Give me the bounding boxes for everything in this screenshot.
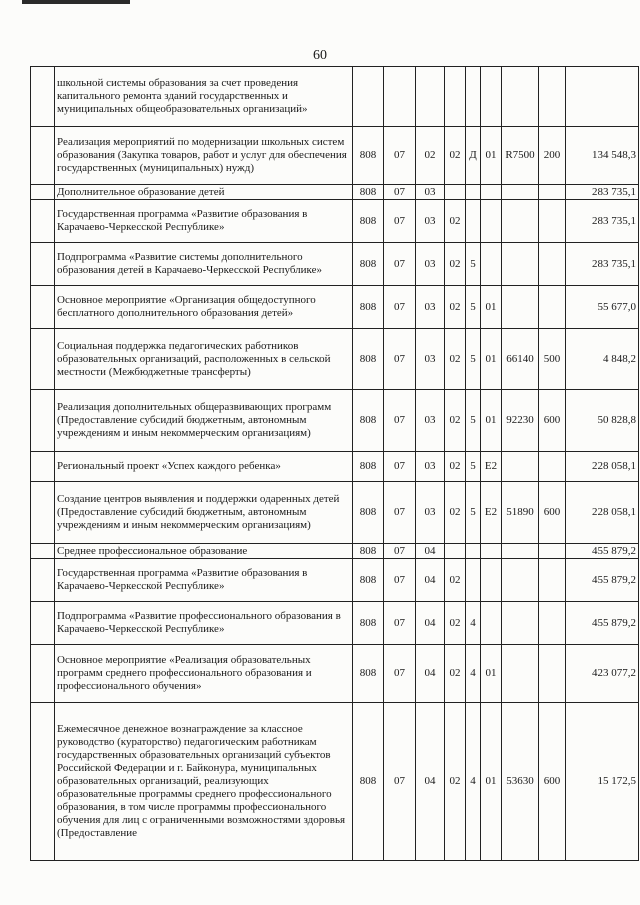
row-code-gr: 808 xyxy=(353,200,384,243)
row-code-program: 02 xyxy=(445,452,466,482)
row-amount xyxy=(566,67,639,127)
row-code-direction xyxy=(502,602,539,645)
row-code-subprogram: 5 xyxy=(466,329,481,390)
row-description: Среднее профессиональное образование xyxy=(55,544,353,559)
row-code-vr: 500 xyxy=(539,329,566,390)
row-code-gr: 808 xyxy=(353,185,384,200)
row-code-program: 02 xyxy=(445,286,466,329)
row-code-subprogram: 4 xyxy=(466,602,481,645)
row-number-cell xyxy=(31,185,55,200)
row-code-event xyxy=(481,185,502,200)
row-description: Дополнительное образование детей xyxy=(55,185,353,200)
row-code-program: 02 xyxy=(445,645,466,703)
row-code-direction: 92230 xyxy=(502,390,539,452)
row-code-vr: 600 xyxy=(539,482,566,544)
row-description: Основное мероприятие «Реализация образовательных программ среднего профессионального образования и профессионального обучения» xyxy=(55,645,353,703)
row-code-rz: 07 xyxy=(384,200,416,243)
row-code-direction: R7500 xyxy=(502,127,539,185)
row-code-rz: 07 xyxy=(384,243,416,286)
row-description: школьной системы образования за счет проведения капитального ремонта зданий государственных и муниципальных общеобразовательных организаций» xyxy=(55,67,353,127)
row-amount: 283 735,1 xyxy=(566,200,639,243)
row-code-event xyxy=(481,243,502,286)
row-code-program: 02 xyxy=(445,703,466,861)
row-description: Государственная программа «Развитие образования в Карачаево-Черкесской Республике» xyxy=(55,200,353,243)
table-row xyxy=(31,559,639,602)
row-code-rz: 07 xyxy=(384,286,416,329)
table-row xyxy=(31,703,639,861)
row-amount: 423 077,2 xyxy=(566,645,639,703)
row-code-gr: 808 xyxy=(353,390,384,452)
row-code-rz: 07 xyxy=(384,329,416,390)
row-code-pr: 03 xyxy=(416,286,445,329)
row-code-pr: 03 xyxy=(416,243,445,286)
row-number-cell xyxy=(31,390,55,452)
row-code-event: 01 xyxy=(481,286,502,329)
row-code-event xyxy=(481,67,502,127)
page-number: 60 xyxy=(313,48,327,63)
row-amount: 15 172,5 xyxy=(566,703,639,861)
row-code-rz: 07 xyxy=(384,559,416,602)
row-code-event xyxy=(481,544,502,559)
table-row xyxy=(31,645,639,703)
row-code-direction xyxy=(502,185,539,200)
row-number-cell xyxy=(31,200,55,243)
row-code-subprogram xyxy=(466,185,481,200)
row-code-rz: 07 xyxy=(384,602,416,645)
row-code-pr: 03 xyxy=(416,452,445,482)
row-code-subprogram xyxy=(466,559,481,602)
table-row xyxy=(31,602,639,645)
row-description: Реализация дополнительных общеразвивающих программ (Предоставление субсидий бюджетным, автономным учреждениям и иным некоммерческим организациям) xyxy=(55,390,353,452)
row-code-direction xyxy=(502,452,539,482)
row-description: Ежемесячное денежное вознаграждение за классное руководство (кураторство) педагогическим работникам государственных образовательных организаций субъектов Российской Федерации и г. Байконура, муниципальных образовательных организаций, реализующих образовательные программы среднего профессионального образования, в том числе программы профессионального обучения для лиц с ограниченными возможностями здоровья (Предоставление xyxy=(55,703,353,861)
row-number-cell xyxy=(31,602,55,645)
row-code-subprogram: 5 xyxy=(466,286,481,329)
table-row xyxy=(31,286,639,329)
row-code-program: 02 xyxy=(445,200,466,243)
row-code-rz: 07 xyxy=(384,390,416,452)
row-code-rz xyxy=(384,67,416,127)
row-number-cell xyxy=(31,452,55,482)
row-code-vr xyxy=(539,544,566,559)
row-code-gr: 808 xyxy=(353,645,384,703)
row-code-program xyxy=(445,67,466,127)
row-code-vr xyxy=(539,286,566,329)
row-code-subprogram xyxy=(466,67,481,127)
row-code-subprogram: 5 xyxy=(466,482,481,544)
row-code-program: 02 xyxy=(445,127,466,185)
row-code-subprogram: 4 xyxy=(466,645,481,703)
row-number-cell xyxy=(31,286,55,329)
row-code-vr xyxy=(539,602,566,645)
table-row xyxy=(31,67,639,127)
row-description: Государственная программа «Развитие образования в Карачаево-Черкесской Республике» xyxy=(55,559,353,602)
row-number-cell xyxy=(31,127,55,185)
row-description: Подпрограмма «Развитие системы дополнительного образования детей в Карачаево-Черкесской Республике» xyxy=(55,243,353,286)
row-code-direction xyxy=(502,286,539,329)
row-code-pr: 04 xyxy=(416,703,445,861)
row-code-rz: 07 xyxy=(384,703,416,861)
row-code-pr xyxy=(416,67,445,127)
row-code-gr: 808 xyxy=(353,544,384,559)
row-amount: 455 879,2 xyxy=(566,544,639,559)
row-description: Подпрограмма «Развитие профессионального образования в Карачаево-Черкесской Республике» xyxy=(55,602,353,645)
row-code-pr: 03 xyxy=(416,482,445,544)
row-amount: 4 848,2 xyxy=(566,329,639,390)
budget-table-body xyxy=(31,67,639,861)
row-code-program xyxy=(445,185,466,200)
row-code-direction xyxy=(502,645,539,703)
row-code-direction xyxy=(502,559,539,602)
row-code-direction xyxy=(502,243,539,286)
row-code-event: 01 xyxy=(481,645,502,703)
row-code-rz: 07 xyxy=(384,645,416,703)
row-amount: 50 828,8 xyxy=(566,390,639,452)
row-number-cell xyxy=(31,243,55,286)
row-code-vr xyxy=(539,559,566,602)
table-row xyxy=(31,200,639,243)
row-code-gr: 808 xyxy=(353,286,384,329)
row-code-direction xyxy=(502,67,539,127)
table-row xyxy=(31,544,639,559)
row-code-gr: 808 xyxy=(353,127,384,185)
row-code-pr: 03 xyxy=(416,200,445,243)
row-code-event: E2 xyxy=(481,482,502,544)
table-row xyxy=(31,185,639,200)
row-code-gr: 808 xyxy=(353,243,384,286)
row-code-subprogram xyxy=(466,200,481,243)
row-code-pr: 03 xyxy=(416,390,445,452)
row-code-program: 02 xyxy=(445,390,466,452)
row-amount: 228 058,1 xyxy=(566,482,639,544)
row-code-event: E2 xyxy=(481,452,502,482)
row-description: Создание центров выявления и поддержки одаренных детей (Предоставление субсидий бюджетным, автономным учреждениям и иным некоммерческим организациям) xyxy=(55,482,353,544)
row-code-pr: 02 xyxy=(416,127,445,185)
row-code-rz: 07 xyxy=(384,482,416,544)
row-code-rz: 07 xyxy=(384,452,416,482)
row-code-program: 02 xyxy=(445,482,466,544)
row-number-cell xyxy=(31,559,55,602)
row-code-vr xyxy=(539,200,566,243)
row-code-pr: 04 xyxy=(416,602,445,645)
row-code-subprogram: Д xyxy=(466,127,481,185)
row-code-gr: 808 xyxy=(353,559,384,602)
row-code-direction xyxy=(502,544,539,559)
row-amount: 283 735,1 xyxy=(566,243,639,286)
row-code-program: 02 xyxy=(445,559,466,602)
row-code-program: 02 xyxy=(445,243,466,286)
row-code-direction: 51890 xyxy=(502,482,539,544)
row-code-subprogram: 4 xyxy=(466,703,481,861)
row-code-subprogram: 5 xyxy=(466,390,481,452)
table-row xyxy=(31,329,639,390)
row-code-gr: 808 xyxy=(353,703,384,861)
row-amount: 228 058,1 xyxy=(566,452,639,482)
row-code-vr xyxy=(539,67,566,127)
row-code-gr: 808 xyxy=(353,602,384,645)
row-code-event: 01 xyxy=(481,329,502,390)
row-code-rz: 07 xyxy=(384,127,416,185)
row-number-cell xyxy=(31,703,55,861)
row-description: Региональный проект «Успех каждого ребенка» xyxy=(55,452,353,482)
row-code-event xyxy=(481,602,502,645)
row-code-subprogram: 5 xyxy=(466,452,481,482)
row-code-gr: 808 xyxy=(353,482,384,544)
row-amount: 134 548,3 xyxy=(566,127,639,185)
row-code-program: 02 xyxy=(445,329,466,390)
table-row xyxy=(31,452,639,482)
row-description: Основное мероприятие «Организация общедоступного бесплатного дополнительного образования детей» xyxy=(55,286,353,329)
row-code-rz: 07 xyxy=(384,185,416,200)
row-code-gr: 808 xyxy=(353,329,384,390)
row-code-direction xyxy=(502,200,539,243)
row-code-gr: 808 xyxy=(353,452,384,482)
row-code-pr: 04 xyxy=(416,645,445,703)
row-code-rz: 07 xyxy=(384,544,416,559)
row-amount: 55 677,0 xyxy=(566,286,639,329)
row-code-vr xyxy=(539,243,566,286)
row-code-direction: 66140 xyxy=(502,329,539,390)
row-code-vr: 600 xyxy=(539,390,566,452)
row-code-pr: 04 xyxy=(416,559,445,602)
row-number-cell xyxy=(31,67,55,127)
row-number-cell xyxy=(31,645,55,703)
row-code-direction: 53630 xyxy=(502,703,539,861)
row-description: Социальная поддержка педагогических работников образовательных организаций, расположенных в сельской местности (Межбюджетные трансферты) xyxy=(55,329,353,390)
row-code-program: 02 xyxy=(445,602,466,645)
row-code-event xyxy=(481,559,502,602)
row-code-subprogram xyxy=(466,544,481,559)
row-code-event: 01 xyxy=(481,127,502,185)
row-amount: 455 879,2 xyxy=(566,602,639,645)
row-code-pr: 03 xyxy=(416,329,445,390)
row-code-vr xyxy=(539,645,566,703)
table-row xyxy=(31,390,639,452)
row-description: Реализация мероприятий по модернизации школьных систем образования (Закупка товаров, работ и услуг для обеспечения государственных (муниципальных) нужд) xyxy=(55,127,353,185)
row-code-vr xyxy=(539,452,566,482)
row-code-program xyxy=(445,544,466,559)
budget-table xyxy=(30,66,639,861)
row-code-vr: 200 xyxy=(539,127,566,185)
row-code-gr xyxy=(353,67,384,127)
table-row xyxy=(31,127,639,185)
row-amount: 283 735,1 xyxy=(566,185,639,200)
row-number-cell xyxy=(31,482,55,544)
row-number-cell xyxy=(31,329,55,390)
row-code-pr: 04 xyxy=(416,544,445,559)
top-edge-mark xyxy=(22,0,130,4)
table-row xyxy=(31,482,639,544)
row-code-vr xyxy=(539,185,566,200)
row-code-pr: 03 xyxy=(416,185,445,200)
row-number-cell xyxy=(31,544,55,559)
row-code-event: 01 xyxy=(481,390,502,452)
row-code-subprogram: 5 xyxy=(466,243,481,286)
row-code-event xyxy=(481,200,502,243)
row-code-event: 01 xyxy=(481,703,502,861)
row-code-vr: 600 xyxy=(539,703,566,861)
row-amount: 455 879,2 xyxy=(566,559,639,602)
table-row xyxy=(31,243,639,286)
